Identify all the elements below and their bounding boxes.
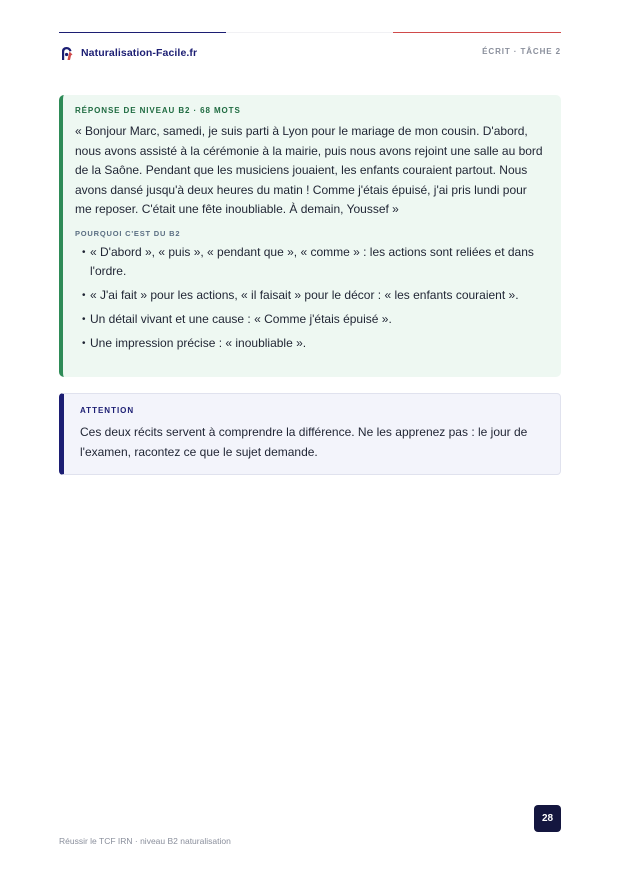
rule-white-segment [226, 32, 393, 33]
answer-text: « Bonjour Marc, samedi, je suis parti à Lyon pour le mariage de mon cousin. D'abord, nous avons assisté à la cérémonie à la mairie, puis nous avons rejoint une salle au bord de la Saône. Pendant que les musiciens jouaient, les enfants couraient partout. Nous avons dansé jusqu'à deux heures du matin ! Comme j'étais épuisé, j'ai pris lundi pour me reposer. C'était une fête inoubliable. À demain, Youssef » [75, 124, 543, 217]
list-item: • Une impression précise : « inoubliable ». [75, 334, 545, 353]
tricolor-top-rule [59, 32, 561, 33]
rule-red-segment [393, 32, 561, 33]
list-item: • « J'ai fait » pour les actions, « il faisait » pour le décor : « les enfants couraient ». [75, 286, 545, 305]
rule-blue-segment [59, 32, 226, 33]
why-list [75, 243, 545, 353]
page-number: 28 [534, 805, 561, 832]
list-item: • Un détail vivant et une cause : « Comme j'étais épuisé ». [75, 310, 545, 329]
marianne-silhouette-icon [59, 45, 75, 61]
attention-kicker: ATTENTION [80, 406, 135, 415]
attention-callout [59, 393, 561, 475]
section-label: ÉCRIT · TÂCHE 2 [482, 47, 561, 56]
brand-name: Naturalisation-Facile.fr [81, 47, 198, 59]
b2-answer-callout [59, 95, 561, 377]
footer-text: Réussir le TCF IRN · niveau B2 naturalisation [59, 836, 231, 846]
answer-kicker: RÉPONSE DE NIVEAU B2 · 68 MOTS [75, 106, 241, 115]
attention-text: Ces deux récits servent à comprendre la différence. Ne les apprenez pas : le jour de l'examen, racontez ce que le sujet demande. [80, 425, 528, 459]
why-heading: POURQUOI C'EST DU B2 [75, 228, 181, 238]
brand[interactable] [59, 44, 197, 62]
list-item: • « D'abord », « puis », « pendant que », « comme » : les actions sont reliées et dans l'ordre. [75, 243, 545, 281]
